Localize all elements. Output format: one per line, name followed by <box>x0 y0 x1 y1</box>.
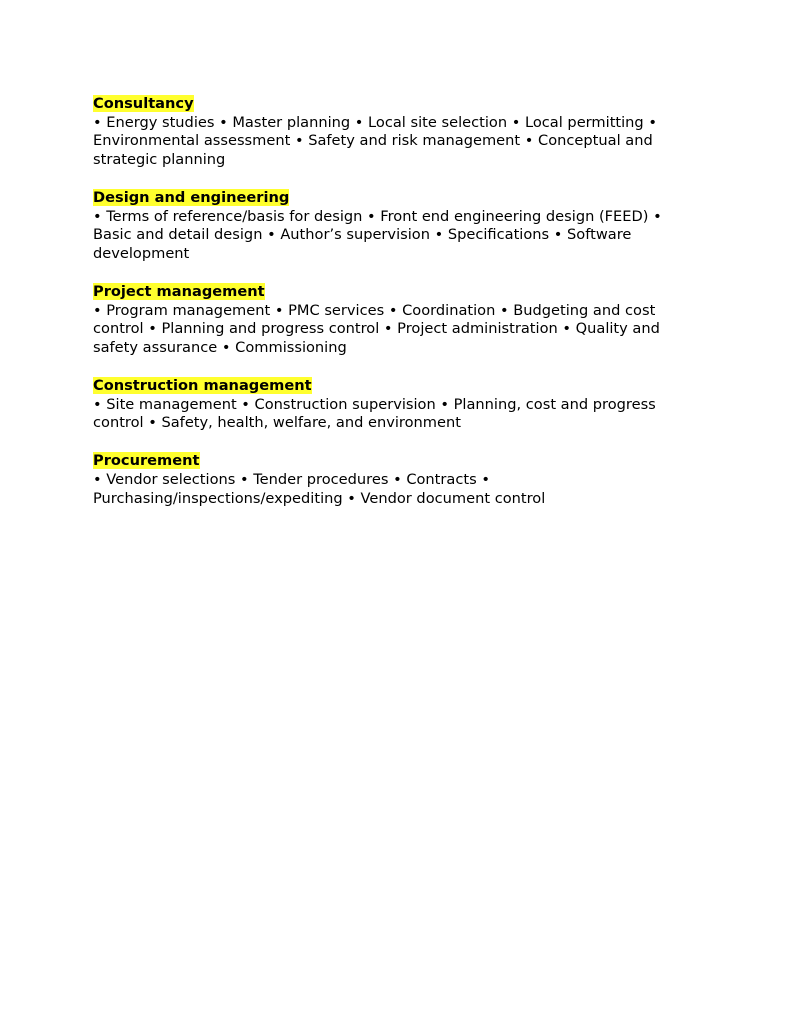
section-text: • Site management • Construction supervision • Planning, cost and progress control • Safety, health, welfare, and environment <box>93 395 656 432</box>
section-text: • Vendor selections • Tender procedures • Contracts • Purchasing/inspections/expediting • Vendor document control <box>93 470 546 507</box>
section-procurement <box>93 450 699 508</box>
section-construction-management <box>93 375 699 433</box>
section-heading <box>93 377 312 396</box>
heading-highlight: Procurement <box>93 452 200 470</box>
section-consultancy <box>93 93 699 170</box>
heading-highlight: Construction management <box>93 376 312 394</box>
section-heading <box>93 95 194 114</box>
heading-highlight: Consultancy <box>93 95 194 112</box>
document-page <box>93 93 699 525</box>
section-text: • Energy studies • Master planning • Local site selection • Local permitting • Environmental assessment • Safety and risk management • Conceptual and strategic planning <box>93 113 657 169</box>
heading-highlight: Project management <box>93 282 265 300</box>
heading-highlight: Design and engineering <box>93 188 290 206</box>
section-text: • Terms of reference/basis for design • Front end engineering design (FEED) • Basic and detail design • Author’s supervision • Specifications • Software development <box>93 207 662 263</box>
section-heading <box>93 189 289 208</box>
section-design-and-engineering <box>93 187 699 264</box>
section-project-management <box>93 281 699 358</box>
section-text: • Program management • PMC services • Coordination • Budgeting and cost control • Planning and progress control • Project administration • Quality and safety assurance • Commissioning <box>93 301 660 357</box>
section-heading <box>93 452 200 471</box>
section-heading <box>93 283 265 302</box>
